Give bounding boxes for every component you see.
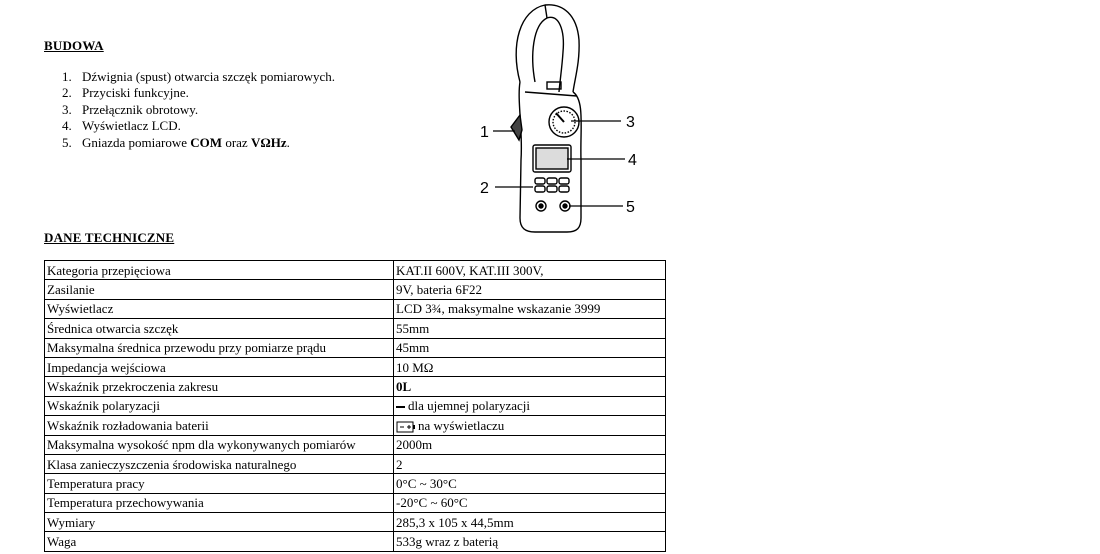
parts-list [62,69,335,151]
battery-icon [396,421,416,433]
clamp-meter-illustration [475,0,675,235]
table-row: Maksymalna średnica przewodu przy pomiarze prądu 45mm [45,338,666,357]
section-heading-budowa: BUDOWA [44,38,104,53]
table-row: Wskaźnik polaryzacji dla ujemnej polaryzacji [45,396,666,415]
table-row: Zasilanie 9V, bateria 6F22 [45,280,666,299]
table-row: Wskaźnik przekroczenia zakresu 0L [45,377,666,396]
clamp-meter-body [511,5,581,232]
callout-5: 5 [626,199,635,216]
callout-3: 3 [626,114,635,131]
list-item: 5. Gniazda pomiarowe COM oraz VΩHz. [62,134,290,150]
list-item: 2. Przyciski funkcyjne. [62,85,189,101]
table-row: Waga 533g wraz z baterią [45,532,666,551]
table-row: Wymiary 285,3 x 105 x 44,5mm [45,513,666,532]
table-row: Wskaźnik rozładowania baterii na wyświetlaczu [45,416,666,435]
spec-table [44,260,666,552]
callout-2: 2 [480,180,489,197]
callout-1: 1 [480,124,489,141]
list-item: 1. Dźwignia (spust) otwarcia szczęk pomiarowych. [62,69,336,84]
section-heading-dane-techniczne: DANE TECHNICZNE [44,230,175,245]
list-item: 4. Wyświetlacz LCD. [62,118,181,134]
table-row: Średnica otwarcia szczęk 55mm [45,319,666,338]
table-row: Temperatura przechowywania -20°C ~ 60°C [45,493,666,512]
table-row: Klasa zanieczyszczenia środowiska naturalnego 2 [45,454,666,473]
callout-4: 4 [628,152,637,169]
table-row: Maksymalna wysokość npm dla wykonywanych pomiarów 2000m [45,435,666,454]
table-row: Wyświetlacz LCD 3¾, maksymalne wskazanie 3999 [45,299,666,318]
minus-sign-icon [396,406,405,408]
table-row: Temperatura pracy 0°C ~ 30°C [45,474,666,493]
table-row: Kategoria przepięciowa KAT.II 600V, KAT.III 300V, [45,261,666,280]
table-row: Impedancja wejściowa 10 MΩ [45,357,666,376]
list-item: 3. Przełącznik obrotowy. [62,101,199,117]
